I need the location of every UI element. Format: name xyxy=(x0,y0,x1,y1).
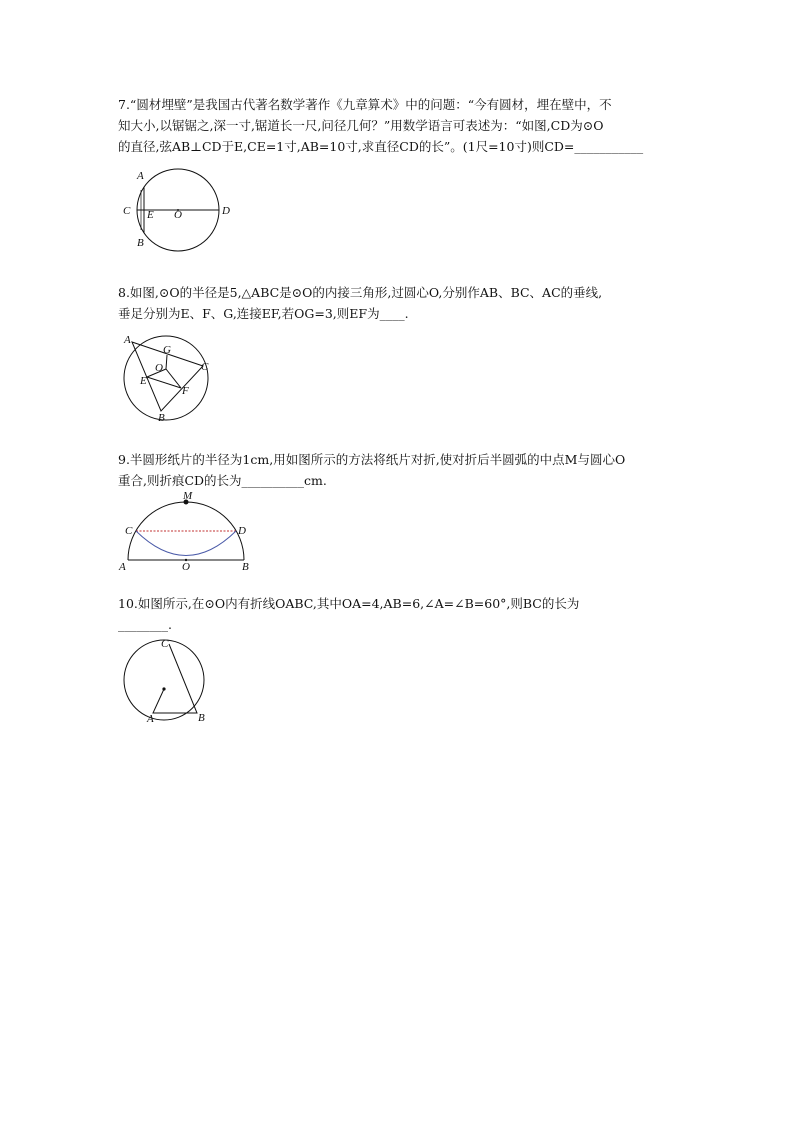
figure-7-label-o: O xyxy=(174,209,182,221)
problem-10 xyxy=(118,593,703,635)
figure-8 xyxy=(118,333,218,425)
problem-10-line-1: 10.如图所示,在⊙O内有折线OABC,其中OA=4,AB=6,∠A=∠B=60°,则BC的长为 xyxy=(118,596,580,611)
problem-7-line-1: 7.“圆材埋壁”是我国古代著名数学著作《九章算术》中的问题：“今有圆材，埋在壁中，不 xyxy=(118,97,612,112)
figure-8-label-c: C xyxy=(201,361,209,373)
figure-10-label-a: A xyxy=(147,713,154,725)
figure-9-label-d: D xyxy=(238,525,246,537)
figure-10-label-c: C xyxy=(161,638,169,650)
figure-7-label-a: A xyxy=(137,170,144,182)
figure-7-label-e: E xyxy=(147,209,154,221)
problem-9-line-2: 重合,则折痕CD的长为__________cm. xyxy=(118,473,327,488)
figure-7 xyxy=(118,165,243,255)
figure-10 xyxy=(118,636,218,728)
figure-10-circle xyxy=(124,640,204,720)
figure-8-label-a: A xyxy=(124,334,131,346)
figure-9-label-b: B xyxy=(242,561,249,572)
figure-9-label-o: O xyxy=(182,561,190,572)
figure-9 xyxy=(118,490,258,572)
figure-10-polyline-oabc xyxy=(153,644,197,713)
figure-9-label-c: C xyxy=(125,525,133,537)
problem-7-line-2: 知大小,以锯锯之,深一寸,锯道长一尺,问径几何？”用数学语言可表述为：“如图,CD为⊙O xyxy=(118,118,604,133)
figure-9-label-m: M xyxy=(183,490,193,502)
figure-8-label-b: B xyxy=(158,412,165,424)
problem-8-line-2: 垂足分别为E、F、G,连接EF,若OG=3,则EF为____. xyxy=(118,306,409,321)
figure-8-label-e: E xyxy=(140,375,147,387)
figure-9-label-a: A xyxy=(119,561,126,572)
figure-8-label-f: F xyxy=(182,385,189,397)
figure-10-label-b: B xyxy=(198,712,205,724)
problem-7-line-3: 的直径,弦AB⊥CD于E,CE=1寸,AB=10寸,求直径CD的长”。(1尺=10寸)则CD=___________ xyxy=(118,139,644,154)
figure-7-label-b: B xyxy=(137,237,144,249)
figure-8-segment-og xyxy=(166,355,167,369)
figure-7-label-c: C xyxy=(123,205,131,217)
figure-7-label-d: D xyxy=(222,205,230,217)
problem-7 xyxy=(118,94,703,157)
problem-10-line-2: ________. xyxy=(118,617,172,632)
problem-9 xyxy=(118,449,703,491)
figure-8-label-o: O xyxy=(155,362,163,374)
problem-8-line-1: 8.如图,⊙O的半径是5,△ABC是⊙O的内接三角形,过圆心O,分别作AB、BC、AC的垂线, xyxy=(118,285,603,300)
figure-10-center-dot xyxy=(162,687,165,690)
problem-8 xyxy=(118,282,703,324)
figure-9-folded-arc xyxy=(136,531,236,556)
problem-9-line-1: 9.半圆形纸片的半径为1cm,用如图所示的方法将纸片对折,使对折后半圆弧的中点M与圆心O xyxy=(118,452,626,467)
figure-8-segment-ef xyxy=(147,377,181,388)
figure-8-label-g: G xyxy=(163,344,171,356)
